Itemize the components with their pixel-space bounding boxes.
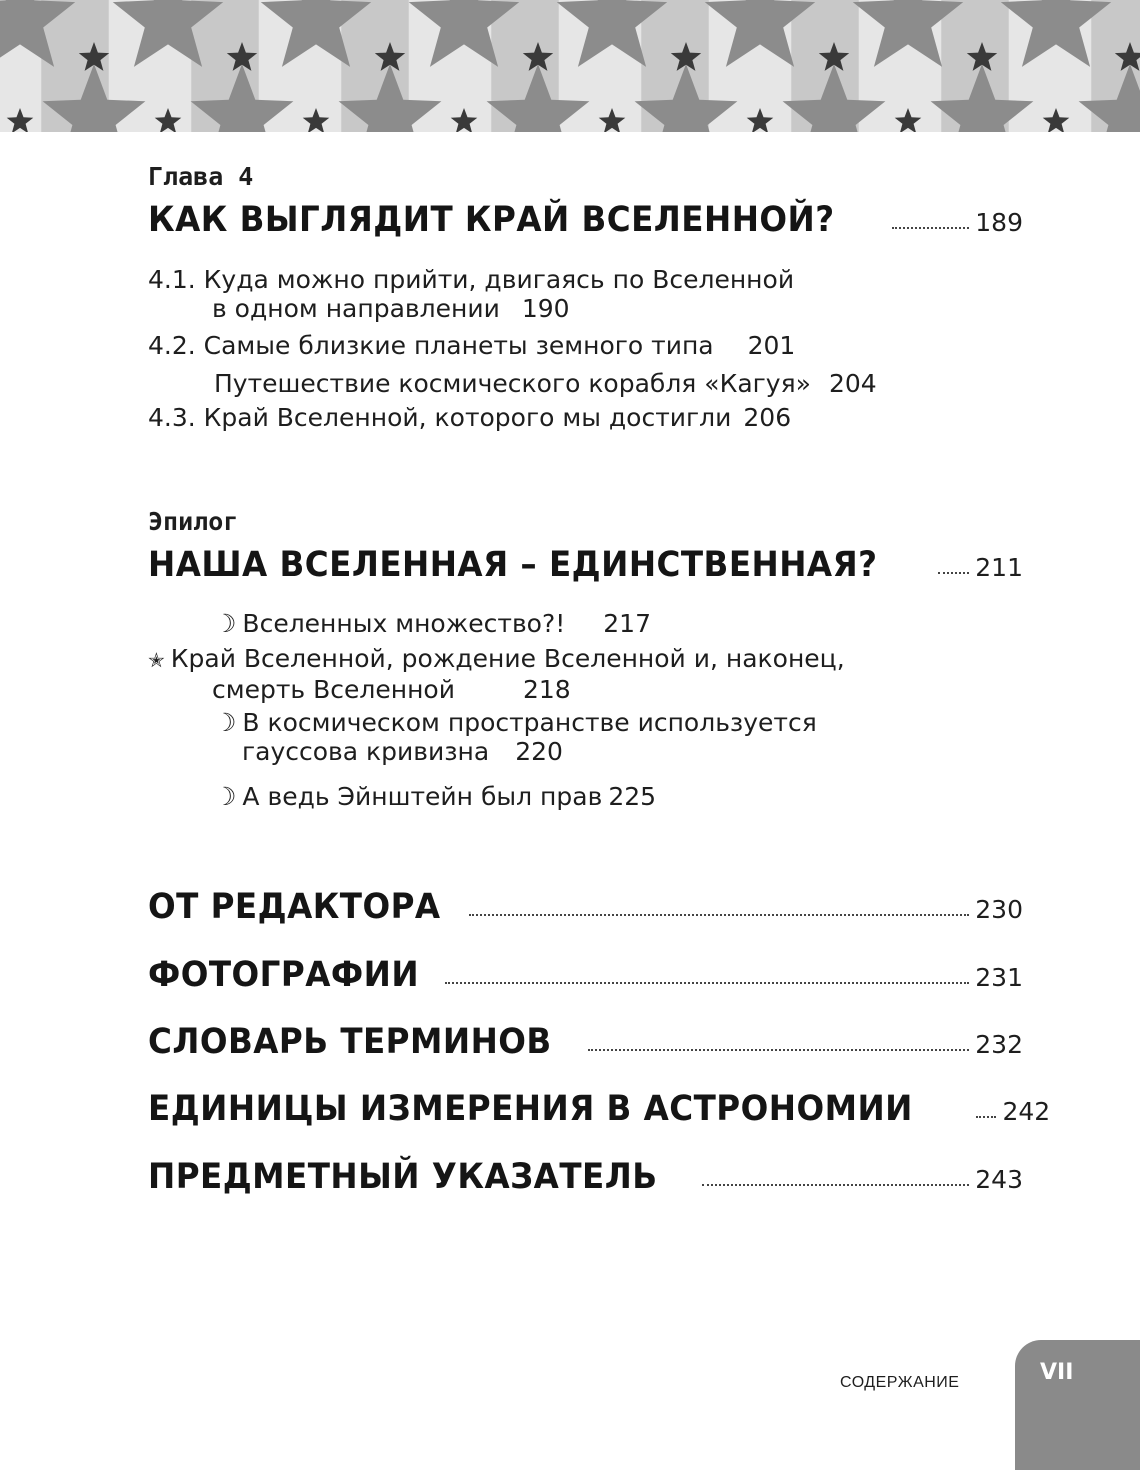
epilogue-title: НАША ВСЕЛЕННАЯ – ЕДИНСТВЕННАЯ?	[148, 545, 878, 585]
toc-entry-page: 217	[603, 609, 651, 638]
toc-entry-text: 4.2. Самые близкие планеты земного типа	[148, 331, 714, 360]
page-number-tab	[1015, 1340, 1140, 1470]
section-title: ЕДИНИЦЫ ИЗМЕРЕНИЯ В АСТРОНОМИИ	[148, 1089, 913, 1129]
moon-icon: ☽	[214, 609, 237, 638]
toc-entry-page: 220	[515, 737, 563, 766]
dot-leader	[469, 914, 970, 916]
toc-entry-page: 190	[521, 294, 570, 323]
chapter-label: Глава 4	[148, 162, 254, 191]
toc-entry[interactable]	[214, 609, 651, 638]
section-page: 231	[975, 963, 1023, 992]
toc-entry-text: Край Вселенной, рождение Вселенной и, наконец,	[170, 644, 845, 673]
dot-leader	[938, 572, 969, 574]
dot-leader	[892, 227, 969, 229]
section-heading-row[interactable]	[148, 1022, 1023, 1062]
toc-entry-page: 204	[828, 369, 877, 398]
toc-entry-text: 4.3. Край Вселенной, которого мы достигли	[148, 403, 732, 432]
epilogue-heading-row[interactable]	[148, 545, 1023, 585]
section-heading-row[interactable]	[148, 1157, 1023, 1197]
toc-entry-text: Вселенных множество?!	[242, 609, 566, 638]
toc-entry[interactable]	[214, 708, 817, 766]
section-page: 232	[975, 1030, 1023, 1059]
toc-entry[interactable]	[148, 265, 794, 323]
dot-leader	[976, 1116, 996, 1118]
section-heading-row[interactable]	[148, 955, 1023, 995]
star-icon: ✭	[148, 648, 165, 672]
toc-entry-page: 225	[608, 782, 657, 811]
moon-icon: ☽	[214, 708, 237, 737]
section-title: ПРЕДМЕТНЫЙ УКАЗАТЕЛЬ	[148, 1157, 658, 1197]
toc-entry-page: 218	[522, 675, 571, 704]
toc-entry[interactable]	[148, 331, 795, 360]
dot-leader	[445, 982, 969, 984]
section-page: 242	[1002, 1097, 1051, 1126]
toc-entry-text: гауссова кривизна	[242, 737, 490, 766]
moon-icon: ☽	[214, 782, 237, 811]
toc-entry-text: В космическом пространстве используется	[242, 708, 817, 737]
dot-leader	[702, 1184, 969, 1186]
toc-entry-text: смерть Вселенной	[212, 675, 455, 704]
toc-entry-text: Путешествие космического корабля «Кагуя»	[214, 369, 811, 398]
toc-entry[interactable]	[148, 644, 845, 704]
section-page: 230	[975, 895, 1023, 924]
section-page: 243	[975, 1165, 1023, 1194]
section-title: ОТ РЕДАКТОРА	[148, 887, 441, 927]
toc-entry[interactable]	[148, 403, 791, 432]
toc-entry-page: 201	[747, 331, 796, 360]
section-heading-row[interactable]	[148, 887, 1023, 927]
chapter-heading-row[interactable]	[148, 200, 1023, 240]
toc-entry[interactable]	[214, 369, 877, 398]
page-number: VII	[1040, 1360, 1074, 1385]
dot-leader	[588, 1049, 969, 1051]
section-title: ФОТОГРАФИИ	[148, 955, 420, 995]
chapter-page: 189	[975, 208, 1023, 237]
running-footer: СОДЕРЖАНИЕ	[840, 1374, 960, 1391]
toc-entry-text: 4.1. Куда можно прийти, двигаясь по Вселенной	[148, 265, 795, 294]
toc-entry-page: 206	[743, 403, 792, 432]
toc-entry-text: А ведь Эйнштейн был прав	[242, 782, 603, 811]
section-heading-row[interactable]	[148, 1089, 1051, 1129]
star-banner	[0, 0, 1140, 132]
section-title: СЛОВАРЬ ТЕРМИНОВ	[148, 1022, 552, 1062]
toc-entry-text: в одном направлении	[212, 294, 500, 323]
chapter-title: КАК ВЫГЛЯДИТ КРАЙ ВСЕЛЕННОЙ?	[148, 200, 835, 240]
epilogue-label: Эпилог	[148, 507, 239, 536]
epilogue-page: 211	[975, 553, 1023, 582]
toc-entry[interactable]	[214, 782, 656, 811]
